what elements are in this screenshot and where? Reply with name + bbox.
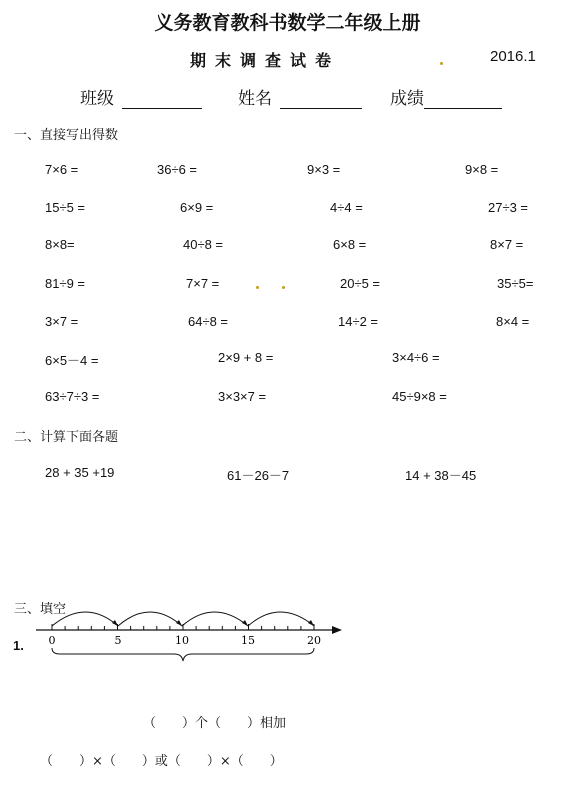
problem: 36÷6 = bbox=[157, 162, 198, 177]
calc-problem: 61－26－7 bbox=[227, 468, 290, 483]
arrowheads bbox=[112, 620, 314, 626]
problem: 3×7 = bbox=[45, 314, 79, 329]
section2-heading: 二、计算下面各题 bbox=[14, 430, 119, 445]
class-blank[interactable] bbox=[122, 90, 202, 109]
problem: 3×4÷6 = bbox=[392, 350, 440, 365]
problem: 6×9 = bbox=[180, 200, 214, 215]
decorative-dot bbox=[440, 62, 443, 65]
decorative-dot bbox=[256, 286, 259, 289]
problem: 3×3×7 = bbox=[218, 389, 267, 404]
tick-label: 20 bbox=[307, 634, 321, 647]
problem: 81÷9 = bbox=[45, 276, 86, 291]
score-label: 成绩 bbox=[390, 89, 424, 109]
problem: 4÷4 = bbox=[330, 200, 363, 215]
tick-label: 15 bbox=[241, 634, 255, 647]
name-field bbox=[238, 84, 362, 109]
calc-problem: 28 + 35 +19 bbox=[45, 465, 115, 480]
problem: 8×8= bbox=[45, 237, 75, 252]
calc-problem: 14 + 38－45 bbox=[405, 468, 477, 483]
worksheet-subtitle: 期末调查试卷 bbox=[190, 51, 341, 70]
section3-heading: 三、填空 bbox=[14, 602, 67, 617]
tick-label: 5 bbox=[114, 634, 122, 647]
class-label: 班级 bbox=[80, 89, 114, 109]
number-line bbox=[30, 602, 350, 664]
problem: 9×3 = bbox=[307, 162, 341, 177]
problem: 9×8 = bbox=[465, 162, 499, 177]
class-field bbox=[80, 84, 202, 109]
problem: 8×4 = bbox=[496, 314, 530, 329]
jump-arcs bbox=[52, 612, 314, 626]
worksheet-title: 义务教育教科书数学二年级上册 bbox=[154, 12, 421, 34]
name-label: 姓名 bbox=[238, 89, 272, 109]
problem: 20÷5 = bbox=[340, 276, 381, 291]
fill-in-blank-2: （ ）×（ ）或（ ）×（ ） bbox=[40, 754, 283, 769]
problem: 45÷9×8 = bbox=[392, 389, 447, 404]
problem: 8×7 = bbox=[490, 237, 524, 252]
tick-label: 10 bbox=[175, 634, 189, 647]
question-number: 1. bbox=[13, 638, 24, 653]
axis-arrow bbox=[332, 626, 342, 634]
problem: 27÷3 = bbox=[488, 200, 529, 215]
problem: 7×7 = bbox=[186, 276, 220, 291]
problem: 7×6 = bbox=[45, 162, 79, 177]
problem: 40÷8 = bbox=[183, 237, 224, 252]
problem: 35÷5= bbox=[497, 276, 534, 291]
problem: 64÷8 = bbox=[188, 314, 229, 329]
score-blank[interactable] bbox=[424, 90, 502, 109]
problem: 63÷7÷3 = bbox=[45, 389, 100, 404]
score-field bbox=[390, 84, 502, 109]
problem: 2×9 + 8 = bbox=[218, 350, 274, 365]
problem: 6×5－4 = bbox=[45, 353, 99, 368]
ticks bbox=[52, 624, 314, 630]
tick-label: 0 bbox=[48, 634, 56, 647]
problem: 6×8 = bbox=[333, 237, 367, 252]
worksheet-date: 2016.1 bbox=[490, 48, 536, 65]
problem: 14÷2 = bbox=[338, 314, 379, 329]
decorative-dot bbox=[282, 286, 285, 289]
problem: 15÷5 = bbox=[45, 200, 86, 215]
fill-in-blank-1: （ ）个（ ）相加 bbox=[143, 716, 287, 731]
section1-heading: 一、直接写出得数 bbox=[14, 128, 119, 143]
brace bbox=[52, 648, 314, 661]
name-blank[interactable] bbox=[280, 90, 362, 109]
